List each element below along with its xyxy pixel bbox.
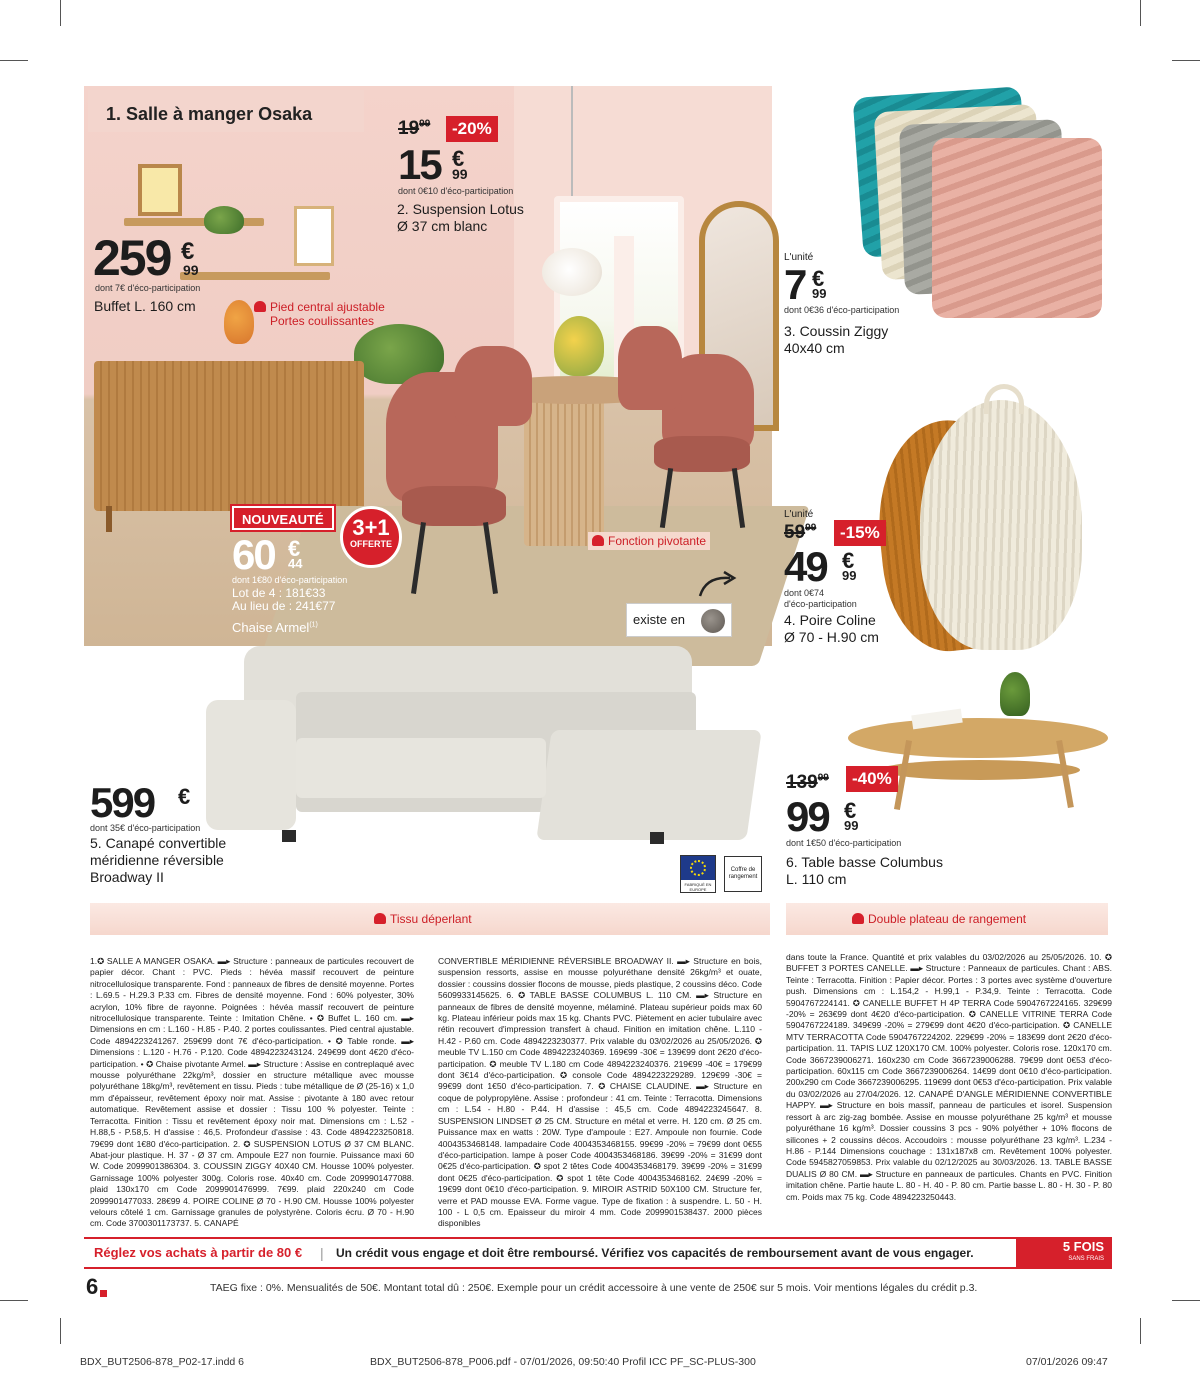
chair-name: Chaise Armel$^{(1)}$ (232, 620, 318, 635)
chair-lot: Lot de 4 : 181€33 Au lieu de : 241€77 (232, 586, 336, 613)
crop-mark (1172, 1300, 1200, 1301)
buffet-name: Buffet L. 160 cm (94, 298, 196, 314)
offer-badge: 3+1 OFFERTE (340, 506, 402, 568)
slug-left: BDX_BUT2506-878_P02-17.indd 6 (80, 1356, 245, 1368)
product-4-eco: dont 0€74 d'éco-participation (784, 588, 857, 609)
product-6-eco: dont 1€50 d'éco-participation (786, 838, 902, 848)
buffet-eco: dont 7€ d'éco-participation (95, 283, 201, 293)
product-4-unit: L'unité (784, 509, 814, 520)
eu-flag-icon: FABRIQUÉ EN EUROPE (680, 855, 716, 893)
product-2-name: 2. Suspension Lotus Ø 37 cm blanc (397, 201, 524, 234)
product-6-discount-badge: -40% (846, 766, 898, 792)
legal-column-1: 1.✪ SALLE A MANGER OSAKA. ▬▸ Structure : panneaux de particules recouvert de papier décor. Chant : PVC. Pieds : hévéa massif recouvert de peinture nitrocellulosique transparente. Fond : panneaux de fibres de densité moyenne. Portes : L.69.5 - H.29.3 P.33 cm. Fibres de densité moyenne. Fond : 60% polyester, 30% acrylon, 10% fibre de rayonne. Poignées : hévéa massif recouvert de peinture nitrocellulosique transparente. Teinte : Imitation Chêne. • ✪ Buffet L. 160 cm. ▬▸ Dimensions en cm : L.160 - H.85 - P.40. 2 portes coulissantes. Pied central ajustable. Code 4894223241267. 259€99 dont 7€ d'éco-participation. • ✪ Table ronde. ▬▸ Dimensions : L.120 - H.76 - P.120. Code 4894223243124. 249€99 dont 4€20 d'éco-participation. • ✪ Chaise pivotante Armel. ▬▸ Structure : Assise en contreplaqué avec mousse polyuréthane 22kg/m³, dossier en structure métallique avec mousse polyuréthane 18kg/m³, revêtement en tissu. Pieds : tube métallique de Ø (25-16) x 1,0 mm d'épaisseur, revêtement époxy noir mat. Assise : pivotante à 180 avec retour automatique. Revêtement assise et dossier : Tissu 100 % polyester. Teinte : Terracotta. Finition : Tissu et revêtement époxy noir mat. Dimensions cm : L.52 - H.88,5 - P.58,5. H d'assise : 46,5. Profondeur d'assise : 43. Code 4894223250818. 79€99 dont 1€80 d'éco-participation. 2. ✪ SUSPENSION LOTUS Ø 37 CM BLANC. Abat-jour plastique. H. 37 - Ø 37 cm. Ampoule E27 non fournie. Puissance maxi 60 W. Code 2099901386304. 3. COUSSIN ZIGGY 40X40 CM. Housse 100% polyester. Garnissage 100% polyester 300g. Coloris rose. 40x40 cm. Code 2099901477088. plaid 130x170 cm Code 2099901476999. 7€99. plaid 220x240 cm Code 2099901477033. 28€99 4. POIRE COLINE Ø 70 - H.90 CM. Housse 100% polyester velours côtelé 1 cm. Garnissage granules de polystyrène. Coloris écru. Ø 70 - H.90 cm. Code 3700301173737. 5. CANAPÉ (90, 956, 414, 1229)
credit-separator: | (320, 1245, 324, 1261)
page-number: 6 (86, 1274, 99, 1299)
credit-red-text: Réglez vos achats à partir de 80 € (94, 1245, 303, 1260)
table-feature-label: Double plateau de rangement (852, 912, 1026, 926)
product-3-unit: L'unité (784, 252, 814, 263)
legal-column-2: CONVERTIBLE MÉRIDIENNE RÉVERSIBLE BROADWAY II. ▬▸ Structure en bois, suspension ressorts, assise en mousse polyuréthane densité 26kg/m³ et ouate, dossier : coussins dossier flocons de mousse, pieds plastique, 2 coussins déco. Code 5609933145625. 6. ✪ TABLE BASSE COLUMBUS L. 110 CM. ▬▸ Structure en panneaux de fibres de densité moyenne, mélaminé. Plateau supérieur poids max 60 kg. Plateau inférieur poids max 15 kg. Chants PVC. Piètement en acier tubulaire avec rétin recouvert d'impression transfert à chaud. Finition en imitation chêne. L.110 - H.42 - P.60 cm. Code 4894223230377. Prix valable du 03/02/2026 au 25/05/2026. ✪ meuble TV L.150 cm Code 4894223240369. 169€99 -30€ = 139€99 dont 2€20 d'éco-participation. ✪ meuble TV L.180 cm Code 4894223240376. 219€99 -40€ = 179€99 dont 3€14 d'éco-participation. ✪ console Code 4894223229289. 129€99 -30€ = 99€99 dont 1€50 d'éco-participation. 7. ✪ CHAISE CLAUDINE. ▬▸ Structure en coque de polypropylène. Assise : profondeur : 41 cm. Teinte : Terracotta. Dimensions cm : L.54 - H.80 - P.44. H d'assise : 45,5 cm. Code 4894223245647. 8. SUSPENSION LINDSET Ø 25 CM. Structure en métal et verre. H. 120 cm. Ø 25 cm. Puissance max en watts : 20W. Type d'ampoule : E27. Ampoule non fournie. Code 4004353468148. lampadaire Code 4004353468155. 99€99 -20% = 79€99 dont 0€55 d'éco-participation. lampe à poser Code 4004353468186. 39€99 -20% = 31€99 dont 0€25 d'éco-participation. ✪ spot 2 têtes Code 4004353468179. 39€99 -20% = 31€99 dont 0€25 d'éco-participation. ✪ spot 1 tête Code 4004353468162. 24€99 -20% = 19€99 dont 0€10 d'éco-participation. 9. MIROIR ASTRID 50X100 CM. Structure fer, verre et PAD mousse EVA. Forme vague. Type de fixation : à suspendre. L. 50 - H. 100 - L 0,5 cm. Epaisseur du miroir 4 mm. Code 2099901538437. 2000 pièces disponibles (438, 956, 762, 1229)
product-5-name: 5. Canapé convertible méridienne réversible Broadway II (90, 835, 227, 885)
product-6-price: 99 € 99 (786, 793, 859, 840)
chair-price: 60 € 44 (232, 531, 303, 578)
product-6-name: 6. Table basse Columbus L. 110 cm (786, 854, 943, 887)
storage-icon: Coffre de rangement (724, 856, 762, 892)
product-4-old-price: $59^{99}$ (784, 522, 817, 543)
product-4-name: 4. Poire Coline Ø 70 - H.90 cm (784, 612, 879, 645)
buffet-price: 259 € 99 (93, 230, 199, 286)
product-5-eco: dont 35€ d'éco-participation (90, 823, 201, 833)
product-4-price: 49 € 99 (784, 543, 857, 590)
sofa-feature-label: Tissu déperlant (374, 912, 472, 926)
chair-eco: dont 1€80 d'éco-participation (232, 575, 348, 585)
arrow-icon (696, 570, 740, 600)
product-2-discount-badge: -20% (446, 116, 498, 142)
credit-warning: Un crédit vous engage et doit être remboursé. Vérifiez vos capacités de remboursement avant de vous engager. (336, 1246, 974, 1260)
five-times-badge: 5 FOIS SANS FRAIS (1016, 1237, 1112, 1269)
product-5-price: 599 € (90, 779, 191, 826)
slug-right: 07/01/2026 09:47 (1026, 1356, 1108, 1368)
taeg-note: TAEG fixe : 0%. Mensualités de 50€. Montant total dû : 250€. Exemple pour un crédit accessoire à une vente de 250€ sur 5 mois. Voir mentions légales du crédit p.3. (210, 1282, 978, 1294)
page-number-dot (100, 1290, 107, 1297)
legal-column-3: dans toute la France. Quantité et prix valables du 03/02/2026 au 25/05/2026. 10. ✪ BUFFET 3 PORTES CANELLE. ▬▸ Structure : Panneaux de particules. Chant : ABS. Teinte : Terracotta. Finition : Papier décor. Portes : 3 portes avec système d'ouverture push. Dimensions cm : L.154,2 - H.99,1 - P.34,9. Teinte : Terracotta. Code 5904767224141. ✪ CANELLE BUFFET H 4P TERRA Code 5904767224165. 329€99 -20% = 263€99 dont 4€20 d'éco-participation. ✪ CANELLE VITRINE TERRA Code 5904767224189. 349€99 -20% = 279€99 dont 4€20 d'éco-participation. ✪ CANELLE MTV TERRACOTTA Code 5904767224202. 229€99 -20% = 183€99 dont 2€20 d'éco-participation. 11. TAPIS LUZ 120X170 CM. 100% polyester. Coloris rose. 120x170 cm. Code 3667239006271. 160x230 cm Code 3667239006288. 79€99 dont 0€53 d'éco-participation. 60x115 cm Code 3667239006264. 14€99 dont 0€10 d'éco-participation. 200x290 cm Code 3667239006295. 119€99 dont 0€53 d'éco-participation. Prix valable du 03/02/2026 au 27/04/2026. 12. CANAPÉ D'ANGLE MÉRIDIENNE CONVERTIBLE HAPPY. ▬▸ Structure en bois massif, panneau de particules et isorel. Suspension ressort à arc zig-zag bombée. Assise en mousse polyuréthane 25 kg/m³ et mousse polyuréthane 16 kg/m³. Dossier coussins 3 pcs - 90% polyéther + 10% flocons de silicones + 2 coussins décos. Accoudoirs : mousse polyuréthane 23 kg/m³. L.234 - H.86 - P.144 Dimensions couchage : 131x187x8 cm. Revêtement 100% polyester. Code 5945827059853. Prix valable du 02/12/2025 au 30/03/2026. 13. TABLE BASSE DUALIS Ø 80 CM. ▬▸ Structure en panneaux de particules. Chants en PVC. Finition imitation chêne. Partie haute L. 80 - H. 40 - P. 80 cm. Partie basse L. 80 - H. 30 - P. 80 cm. Poids max 75 kg. Code 4894223250443. (786, 952, 1112, 1202)
crop-mark (60, 1318, 61, 1344)
product-3-name: 3. Coussin Ziggy 40x40 cm (784, 323, 889, 356)
tag-icon (254, 301, 266, 312)
new-badge: NOUVEAUTÉ (232, 506, 334, 530)
credit-bar (84, 1237, 1112, 1269)
pivot-feature-label: Fonction pivotante (588, 532, 710, 550)
buffet-feature-label: Pied central ajustable Portes coulissantes (254, 300, 385, 328)
product-2-old-price: $19^{99}$ (398, 118, 431, 139)
tag-icon (374, 913, 386, 924)
crop-mark (1172, 60, 1200, 61)
slug-center: BDX_BUT2506-878_P006.pdf - 07/01/2026, 09:50:40 Profil ICC PF_SC-PLUS-300 (370, 1356, 756, 1368)
colour-swatch-box: existe en (626, 603, 732, 637)
product-6-old-price: $139^{99}$ (786, 772, 829, 793)
product-2-eco: dont 0€10 d'éco-participation (398, 186, 514, 196)
tag-icon (852, 913, 864, 924)
product-4-discount-badge: -15% (834, 520, 886, 546)
crop-mark (0, 60, 28, 61)
product-1-title: 1. Salle à manger Osaka (106, 104, 313, 124)
crop-mark (1140, 1318, 1141, 1344)
crop-mark (60, 0, 61, 26)
tag-icon (592, 535, 604, 546)
crop-mark (1140, 0, 1141, 26)
product-3-eco: dont 0€36 d'éco-participation (784, 305, 900, 315)
product-3-price: 7 € 99 (784, 261, 827, 308)
grey-swatch-icon (701, 609, 725, 633)
crop-mark (0, 1300, 28, 1301)
product-2-price: 15 € 99 (398, 141, 468, 188)
